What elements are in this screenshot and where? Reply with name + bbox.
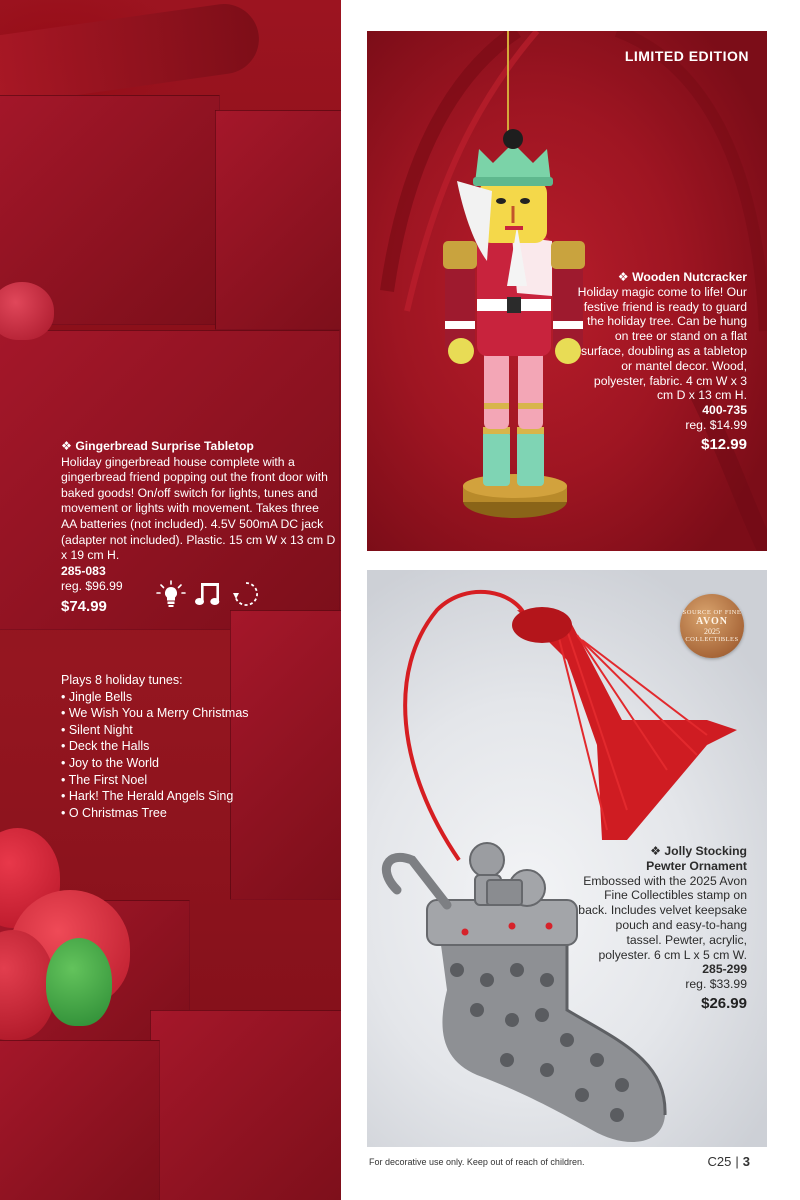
rotation-icon [232,580,260,608]
pewter-stocking-photo [367,570,767,1147]
green-gumdrop-decoration [46,938,112,1026]
pewter-product-info [577,844,747,1013]
list-item: • We Wish You a Merry Christmas [61,706,249,721]
page-divider: | [735,1154,739,1169]
disclaimer: For decorative use only. Keep out of reach of children. [369,1157,585,1167]
gift-box-decoration [150,1010,341,1200]
gift-box-decoration [0,1040,160,1200]
list-item: • Hark! The Herald Angels Sing [61,789,234,804]
list-item: • Jingle Bells [61,689,133,704]
list-item: • Joy to the World [61,755,159,770]
pewter-price: $26.99 [701,994,747,1012]
list-item: • Deck the Halls [61,739,150,754]
seal-text-year: 2025 [704,627,720,636]
gingerbread-panel [0,0,341,1200]
nutcracker-sku: 400-735 [702,403,747,418]
nutcracker-product-info [577,270,747,454]
seal-text-top: SOURCE OF FINE [682,609,742,616]
gingerbread-sku: 285-083 [61,563,106,578]
list-item: • Silent Night [61,722,133,737]
feature-icons [156,580,260,608]
seal-text-brand: AVON [696,616,728,627]
gift-box-decoration [215,110,341,330]
nutcracker-description: Holiday magic come to life! Our festive friend is ready to guard the holiday tree. Can be hung on tree or stand on a flat surface, doubling as a tabletop or mantel decor. Wood, polyester, fabric. 4 cm W x 3 cm D x 13 cm H. [577,284,747,403]
gingerbread-title-text: Gingerbread Surprise Tabletop [75,439,254,453]
light-bulb-icon [156,580,186,608]
list-item: • O Christmas Tree [61,805,167,820]
seal-text-bottom: COLLECTIBLES [685,636,739,643]
pewter-description: Embossed with the 2025 Avon Fine Collectibles stamp on back. Includes velvet keepsake pouch and easy-to-hang tassel. Pewter, acrylic, polyester. 6 cm L x 5 cm W. [578,873,747,962]
pewter-sku: 285-299 [702,962,747,977]
gingerbread-description: Holiday gingerbread house complete with a gingerbread friend popping out the front door with baked goods! On/off switch for lights, tunes and movement or lights with movement. Takes three AA batteries (not included). 4.5V 500mA DC jack (adapter not included). Plastic. 15 cm W x 13 cm D x 19 cm H. [61,454,336,563]
gingerbread-regular-price: reg. $96.99 [61,579,123,594]
pewter-title: ❖ Jolly Stocking [650,844,747,858]
pewter-regular-price: reg. $33.99 [685,977,747,992]
music-notes-icon [194,581,224,607]
limited-edition-badge: LIMITED EDITION [624,48,749,64]
nutcracker-title: ❖ Wooden Nutcracker [617,270,747,284]
ribbon-decoration [0,0,263,111]
nutcracker-photo [367,31,767,551]
page-number [708,1154,750,1169]
nutcracker-title-text: Wooden Nutcracker [632,270,747,284]
tunes-heading: Plays 8 holiday tunes: [61,673,183,687]
nutcracker-regular-price: reg. $14.99 [685,417,747,432]
pewter-title-line1: Jolly Stocking [664,844,747,858]
section-code: C25 [707,1154,732,1169]
nutcracker-price: $12.99 [701,435,747,453]
holiday-tunes-list [61,672,331,821]
pewter-title-line2: Pewter Ornament [646,858,747,873]
avon-collectibles-seal [680,594,744,658]
page-number-value: 3 [742,1154,750,1169]
list-item: • The First Noel [61,772,148,787]
gingerbread-title: ❖ Gingerbread Surprise Tabletop [61,439,254,453]
gingerbread-price: $74.99 [61,597,107,615]
